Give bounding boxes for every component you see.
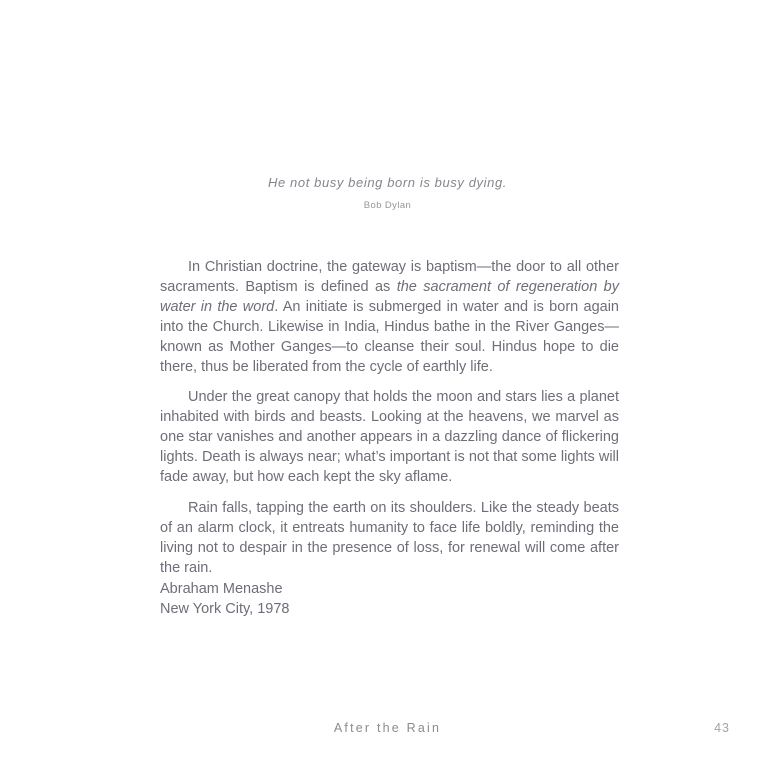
paragraph-1 <box>160 258 619 377</box>
epigraph-attribution: Bob Dylan <box>363 200 412 211</box>
signature-location-date: New York City, 1978 <box>160 601 290 617</box>
paragraph-3: Rain falls, tapping the earth on its shoulders. Like the steady beats of an alarm clock, it entreats humanity to face life boldly, reminding the living not to despair in the presence of loss, for renewal will come after the rain. <box>160 499 619 576</box>
body-text <box>160 258 619 590</box>
signature <box>160 579 290 619</box>
paragraph-1-italic-phrase: the sacrament of regeneration by water in the word <box>160 278 619 315</box>
page-footer <box>0 721 775 741</box>
footer-book-title: After the Rain <box>333 721 442 735</box>
paragraph-2: Under the great canopy that holds the moon and stars lies a planet inhabited with birds and beasts. Looking at the heavens, we marvel as one star vanishes and another appears in a dazzling dance of flickering lights. Death is always near; what’s important is not that some lights will fade away, but how each kept the sky aflame. <box>160 389 619 486</box>
paragraph-1-post: . An initiate is submerged in water and is born again into the Church. Likewise in India, Hindus bathe in the River Ganges—known as Mother Ganges—to cleanse their soul. Hindus hope to die there, thus be liberated from the cycle of earthly life. <box>160 298 619 375</box>
footer-page-number: 43 <box>714 721 730 735</box>
signature-name: Abraham Menashe <box>160 581 283 597</box>
epigraph <box>0 175 775 211</box>
epigraph-quote: He not busy being born is busy dying. <box>268 175 507 190</box>
paragraph-1-pre: In Christian doctrine, the gateway is baptism—the door to all other sacraments. Baptism is defined as <box>160 259 619 295</box>
